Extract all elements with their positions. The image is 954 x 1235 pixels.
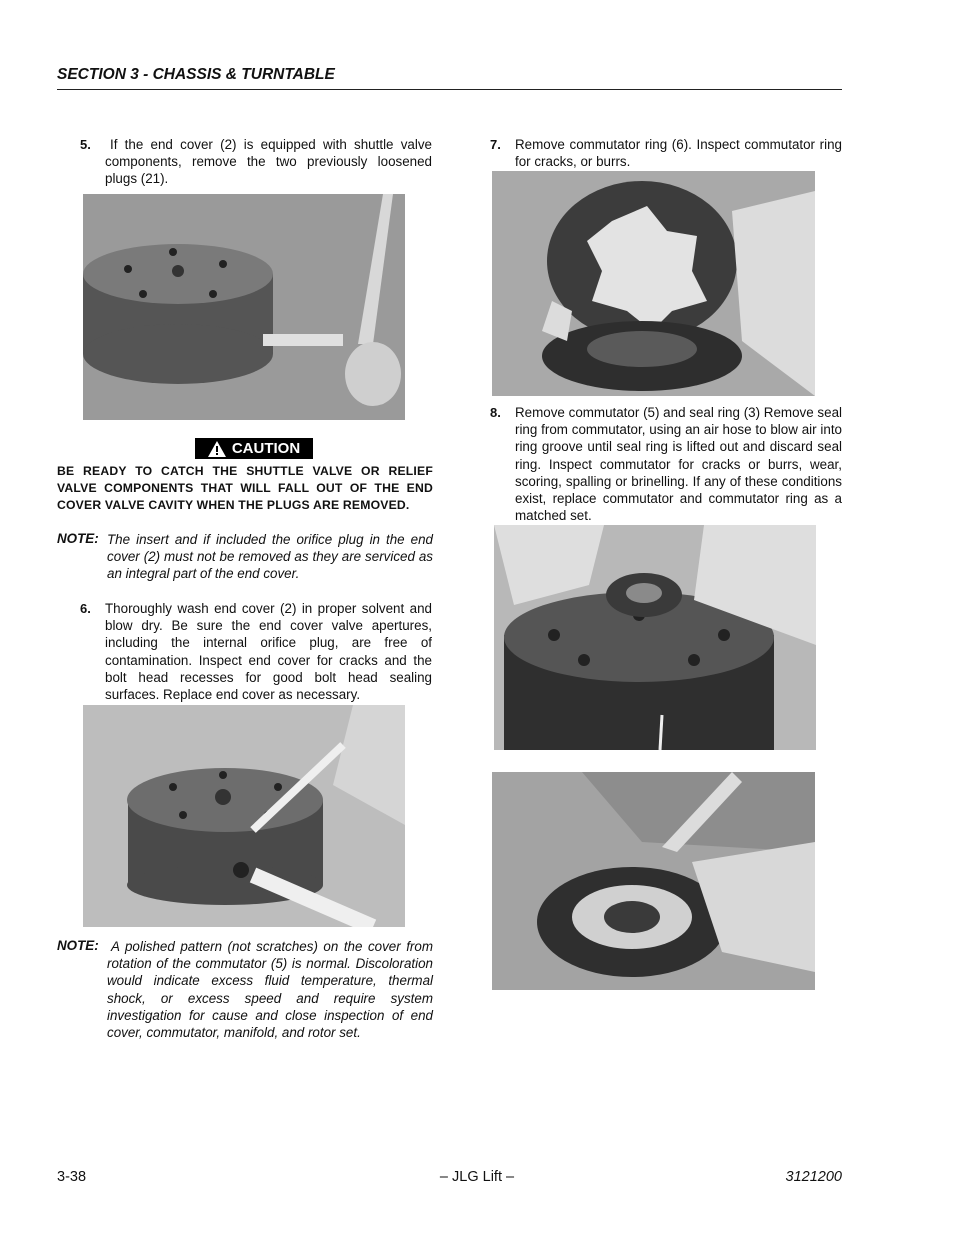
step-5-number: 5. — [80, 137, 91, 152]
caution-label: CAUTION — [231, 440, 301, 457]
section-title: SECTION 3 - CHASSIS & TURNTABLE — [57, 66, 335, 83]
step-6-number: 6. — [80, 601, 91, 616]
step-8-text: Remove commutator (5) and seal ring (3) Remove seal ring from commutator, using an air hose to blow air into ring groove until seal ring is lifted out and discard seal ring. Inspect commutator for cracks or burrs, wear, scoring, spalling or brinelling. If any of these conditions exist, replace commutator and commutator ring as a matched set. — [515, 405, 842, 524]
note-2-text: A polished pattern (not scratches) on the cover from rotation of the commutator (5) is normal. Discoloration would indicate excess fluid temperature, thermal shock, or excess speed and require system investigation for cause and close inspection of end cover, commutator, manifold, and rotor set. — [107, 939, 433, 1041]
footer-brand: – JLG Lift – — [439, 1169, 515, 1185]
page-number: 3-38 — [57, 1169, 87, 1185]
end-cover-plug-removal-photo — [83, 194, 405, 420]
note-1-text: The insert and if included the orifice plug in the end cover (2) must not be removed as they are serviced as an integral part of the end cover. — [107, 532, 433, 582]
header-rule — [57, 89, 842, 90]
end-cover-inspection-photo — [83, 705, 405, 927]
note-1-label: NOTE: — [57, 531, 99, 546]
step-8-number: 8. — [490, 405, 501, 420]
caution-badge — [195, 438, 313, 459]
warning-triangle-icon — [208, 441, 226, 457]
step-7-number: 7. — [490, 137, 501, 152]
note-2-label: NOTE: — [57, 938, 99, 953]
commutator-ring-removal-photo — [492, 171, 815, 396]
step-5-text: If the end cover (2) is equipped with shuttle valve components, remove the two previously loosened plugs (21). — [105, 137, 432, 187]
seal-ring-removal-photo — [492, 772, 815, 990]
step-6-text: Thoroughly wash end cover (2) in proper solvent and blow dry. Be sure the end cover valve apertures, including the internal orifice plug, are free of contamination. Inspect end cover for cracks and the bolt head recesses for good bolt head sealing surfaces. Replace end cover as necessary. — [105, 601, 432, 703]
document-number: 3121200 — [785, 1169, 842, 1185]
step-7-text: Remove commutator ring (6). Inspect commutator ring for cracks, or burrs. — [515, 137, 842, 170]
caution-text: BE READY TO CATCH THE SHUTTLE VALVE OR RELIEF VALVE COMPONENTS THAT WILL FALL OUT OF THE END COVER VALVE CAVITY WHEN THE PLUGS ARE REMOVED. — [57, 464, 433, 512]
commutator-removal-photo — [494, 525, 816, 750]
